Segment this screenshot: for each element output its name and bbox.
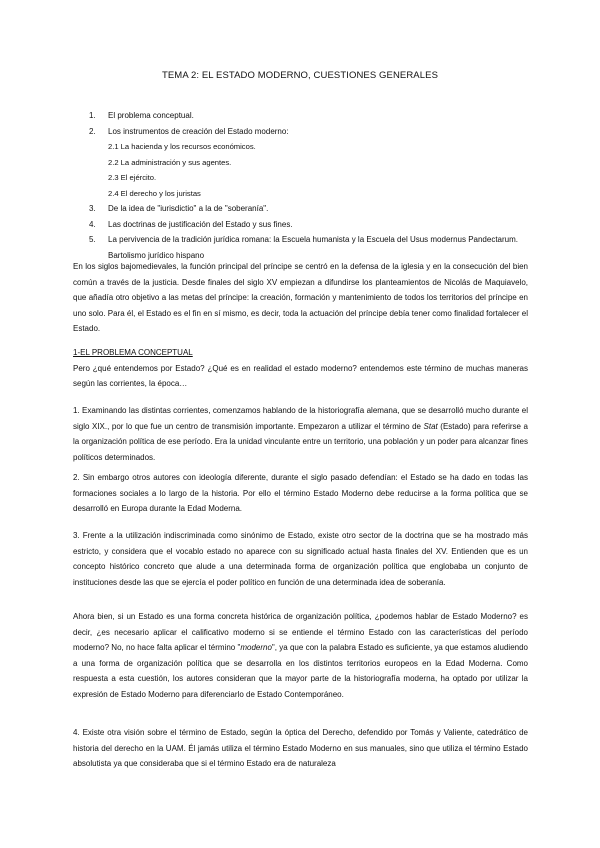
paragraph-text: (Estado) para referirse a la organización política de ese período. Era la unidad vinculante entre un territorio, una población y un poder para alcanzar fines políticos determinados.: [73, 421, 528, 462]
toc-subitem-text: 2.1 La hacienda y los recursos económicos.: [108, 142, 256, 151]
toc-subitem: [0, 155, 600, 171]
intro-paragraph: En los siglos bajomedievales, la función principal del príncipe se centró en la defensa de la iglesia y en la consecución del bien común a través de la justicia. Desde finales del siglo XV empiezan a difundirse los planteamientos de Nicolás de Maquiavelo, que añadía otro objetivo a las metas del príncipe: la creación, formación y mantenimiento de todos los territorios del príncipe en uno solo. Para él, el Estado es el fin en sí mismo, es decir, toda la actuación del príncipe debía tener como finalidad fortalecer el Estado.: [73, 262, 528, 333]
toc-text: La pervivencia de la tradición jurídica romana: la Escuela humanista y la Escuela del Usus modernus Pandectarum. Bartolismo jurídico hispano: [108, 235, 518, 260]
paragraph-5: 4. Existe otra visión sobre el término de Estado, según la óptica del Derecho, defendido por Tomás y Valiente, catedrático de historia del derecho en la UAM. Él jamás utiliza el término Estado Moderno en sus manuales, sino que utiliza el término Estado absolutista ya que consideraba que si el término Estado era de naturaleza: [73, 728, 528, 768]
section-intro-paragraph: Pero ¿qué entendemos por Estado? ¿Qué es en realidad el estado moderno? entendemos este término de muchas maneras según las corrientes, la época…: [73, 363, 528, 388]
toc-number: 4.: [89, 219, 96, 229]
toc-item: [0, 124, 600, 140]
toc-subitem-text: 2.2 La administración y sus agentes.: [108, 157, 232, 167]
toc-text: Los instrumentos de creación del Estado moderno:: [108, 126, 289, 136]
toc-subitem: [0, 186, 600, 202]
paragraph-1: [73, 403, 528, 465]
paragraph-3: 3. Frente a la utilización indiscriminada como sinónimo de Estado, existe otro sector de la doctrina que se ha mostrado más estricto, y considera que el vocablo estado no aparece con su significado actual hasta finales del XV. Entienden que es un concepto histórico concreto que alude a una determinada forma de organización política que englobaba un conjunto de instituciones desde las que se ejercía el poder político en función de una determinada idea de soberanía.: [73, 531, 528, 587]
section-heading: 1-EL PROBLEMA CONCEPTUAL: [73, 348, 193, 357]
toc-number: 2.: [89, 126, 96, 136]
paragraph-text: 1. Examinando las distintas corrientes, comenzamos hablando de la historiografía alemana, que se desarrolló mucho durante el siglo XIX., por lo que fue un centro de transmisión importante. Empezaron a utilizar el término de: [73, 406, 528, 431]
table-of-contents: [0, 108, 600, 263]
toc-item: [0, 217, 600, 233]
toc-subitem: [0, 139, 600, 155]
toc-item: [0, 108, 600, 124]
toc-number: 5.: [89, 235, 96, 244]
section-1: [73, 345, 528, 392]
toc-item: [0, 201, 600, 217]
paragraph-text: ", ya que con la palabra Estado es suficiente, ya que estamos aludiendo a una forma de organización política que se desarrolla en los distintos territorios europeos en la Edad Moderna. Como respuesta a esta cuestión, los autores consideran que la mayor parte de la historiografía moderna, ha optado por utilizar la expresión de Estado Moderno para diferenciarlo de Estado Contemporáneo.: [73, 643, 528, 699]
paragraph-4: [73, 609, 528, 702]
emphasis-text: Stat: [423, 421, 438, 431]
toc-number: 1.: [89, 111, 96, 120]
toc-subitem-text: 2.3 El ejército.: [108, 173, 157, 182]
toc-text: De la idea de "iurisdictio" a la de "soberanía".: [108, 204, 269, 213]
paragraph-2: 2. Sin embargo otros autores con ideología diferente, durante el siglo pasado defendían: el Estado se ha dado en todas las formaciones sociales a lo largo de la historia. Por ello el término Estado Moderno debe reducirse a la forma política que se desarrolló en Europa durante la Edad Moderna.: [73, 473, 528, 513]
page-title: TEMA 2: EL ESTADO MODERNO, CUESTIONES GENERALES: [161, 70, 439, 81]
toc-subitem-text: 2.4 El derecho y los juristas: [108, 188, 201, 198]
paragraph-text: Ahora bien, si un Estado es una forma concreta histórica de organización política, ¿podemos hablar de Estado Moderno? es decir, ¿es necesario aplicar el calificativo moderno si se entiende el término Estado con las características del período moderno? No, no hace falta aplicar el término ": [73, 612, 528, 652]
toc-number: 3.: [89, 204, 96, 213]
emphasis-text: moderno: [240, 643, 272, 652]
toc-text: Las doctrinas de justificación del Estado y sus fines.: [108, 219, 293, 229]
toc-subitem: [0, 170, 600, 186]
toc-text: El problema conceptual.: [108, 111, 194, 120]
